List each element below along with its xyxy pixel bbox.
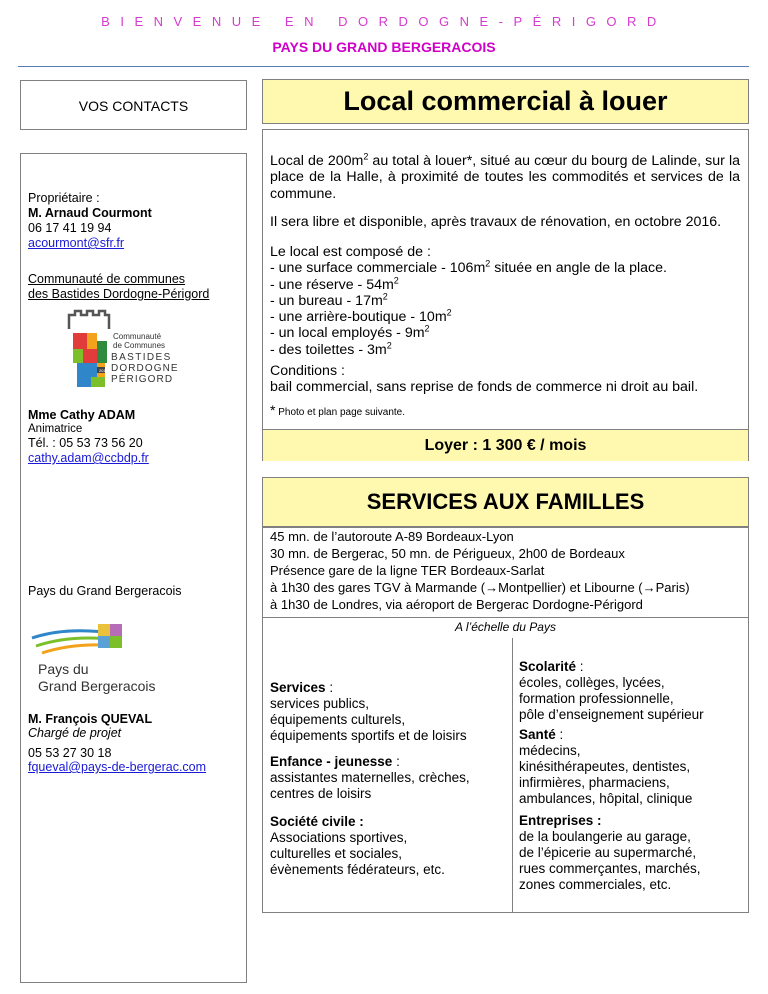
transport-info	[270, 528, 690, 613]
contact2-role: Animatrice	[28, 423, 83, 435]
logo-text-5: PÉRIGORD	[111, 374, 174, 385]
contacts-title: VOS CONTACTS	[78, 98, 189, 114]
service-block-societe: Société civile : Associations sportives, culturelles et sociales, évènements fédérateurs, etc.	[270, 814, 445, 877]
ad-composition	[270, 244, 740, 358]
rent-price: Loyer : 1 300 € / mois	[424, 437, 587, 454]
transport-line: à 1h30 des gares TGV à Marmande (→Montpellier) et Libourne (→Paris)	[270, 580, 690, 595]
pays-bergeracois-logo	[28, 620, 208, 700]
contact3-role: Chargé de projet	[28, 726, 122, 740]
community-name-line2: des Bastides Dordogne-Périgord	[28, 287, 210, 301]
service-block-sante: Santé : médecins, kinésithérapeutes, dentistes, infirmières, pharmaciens, ambulances, hôpital, clinique	[519, 727, 693, 806]
ad-title-box	[262, 79, 749, 124]
contact2-name: Mme Cathy ADAM	[28, 408, 136, 422]
services-panel	[262, 527, 749, 913]
contact2-phone: Tél. : 05 53 73 56 20	[28, 436, 143, 450]
section-divider	[263, 617, 748, 618]
contact3-phone: 05 53 27 30 18	[28, 746, 112, 760]
composition-item: - une réserve - $54m^2$	[270, 274, 399, 293]
services-title: SERVICES AUX FAMILLES	[366, 489, 645, 514]
logo-text-4: DORDOGNE	[111, 363, 179, 374]
transport-line: Présence gare de la ligne TER Bordeaux-Sarlat	[270, 563, 545, 578]
welcome-banner: BIENVENUE EN DORDOGNE-PÉRIGORD	[101, 14, 667, 29]
ad-footnote: * Photo et plan page suivante.	[270, 402, 405, 418]
pays-label: Pays du Grand Bergeracois	[28, 584, 182, 598]
column-divider	[512, 638, 513, 913]
transport-line: 30 mn. de Bergerac, 50 mn. de Périgueux, 2h00 de Bordeaux	[270, 546, 625, 561]
logo2-text-1: Pays du	[38, 661, 89, 677]
transport-line: à 1h30 de Londres, via aéroport de Bergerac Dordogne-Périgord	[270, 597, 643, 612]
logo-badge: 2012	[99, 368, 108, 373]
service-block-enfance: Enfance - jeunesse : assistantes maternelles, crèches, centres de loisirs	[270, 754, 470, 801]
contact3-name: M. François QUEVAL	[28, 712, 153, 726]
logo2-text-2: Grand Bergeracois	[38, 678, 156, 694]
ad-paragraph-2: Il sera libre et disponible, après travaux de rénovation, en octobre 2016.	[270, 214, 722, 230]
region-title: PAYS DU GRAND BERGERACOIS	[272, 39, 496, 55]
composition-item: - des toilettes - $3m^2$	[270, 340, 392, 358]
header-divider	[18, 66, 749, 67]
conditions-text: bail commercial, sans reprise de fonds de commerce ni droit au bail.	[270, 379, 699, 396]
owner-phone: 06 17 41 19 94	[28, 221, 112, 235]
service-block-services: Services : services publics, équipements culturels, équipements sportifs et de loisirs	[270, 680, 467, 743]
ad-conditions	[270, 363, 740, 396]
composition-item: - un local employés - $9m^2$	[270, 323, 430, 342]
conditions-label: Conditions :	[270, 363, 345, 379]
services-title-box	[262, 477, 749, 527]
bastides-logo	[63, 307, 203, 397]
ad-description-panel	[262, 129, 749, 461]
owner-email-link[interactable]: acourmont@sfr.fr	[28, 236, 125, 250]
owner-name: M. Arnaud Courmont	[28, 206, 152, 220]
logo-text-1: Communauté	[113, 332, 162, 341]
transport-line: 45 mn. de l’autoroute A-89 Bordeaux-Lyon	[270, 529, 514, 544]
composition-item: - une arrière-boutique - $10m^2$	[270, 307, 452, 326]
scale-label: A l’échelle du Pays	[455, 620, 556, 634]
contacts-panel	[20, 153, 247, 983]
contact2-email-link[interactable]: cathy.adam@ccbdp.fr	[28, 451, 149, 465]
price-bar	[263, 429, 748, 461]
composition-item: - un bureau - $17m^2$	[270, 291, 388, 309]
service-block-entreprises: Entreprises : de la boulangerie au garage, de l’épicerie au supermarché, rues commerçantes, marchés, zones commerciales, etc.	[519, 813, 701, 892]
logo-text-2: de Communes	[113, 341, 166, 350]
ad-title: Local commercial à louer	[343, 86, 668, 116]
composition-item: - une surface commerciale - $106m^2$ située en angle de la place.	[270, 258, 667, 277]
contacts-header-box	[20, 80, 247, 130]
community-name-line1: Communauté de communes	[28, 272, 186, 286]
logo-text-3: BASTIDES	[111, 352, 172, 363]
composition-intro: Le local est composé de :	[270, 244, 431, 260]
contact3-email-link[interactable]: fqueval@pays-de-bergerac.com	[28, 760, 207, 774]
owner-label: Propriétaire :	[28, 191, 100, 205]
service-block-scolarite: Scolarité : écoles, collèges, lycées, formation professionnelle, pôle d’enseignement supérieur	[519, 659, 704, 722]
ad-paragraph-1: Local de $200m^2$ au total à louer*, situé au cœur du bourg de Lalinde, sur la place de la Halle, à proximité de toutes les commodités et services de la commune.	[270, 151, 740, 202]
